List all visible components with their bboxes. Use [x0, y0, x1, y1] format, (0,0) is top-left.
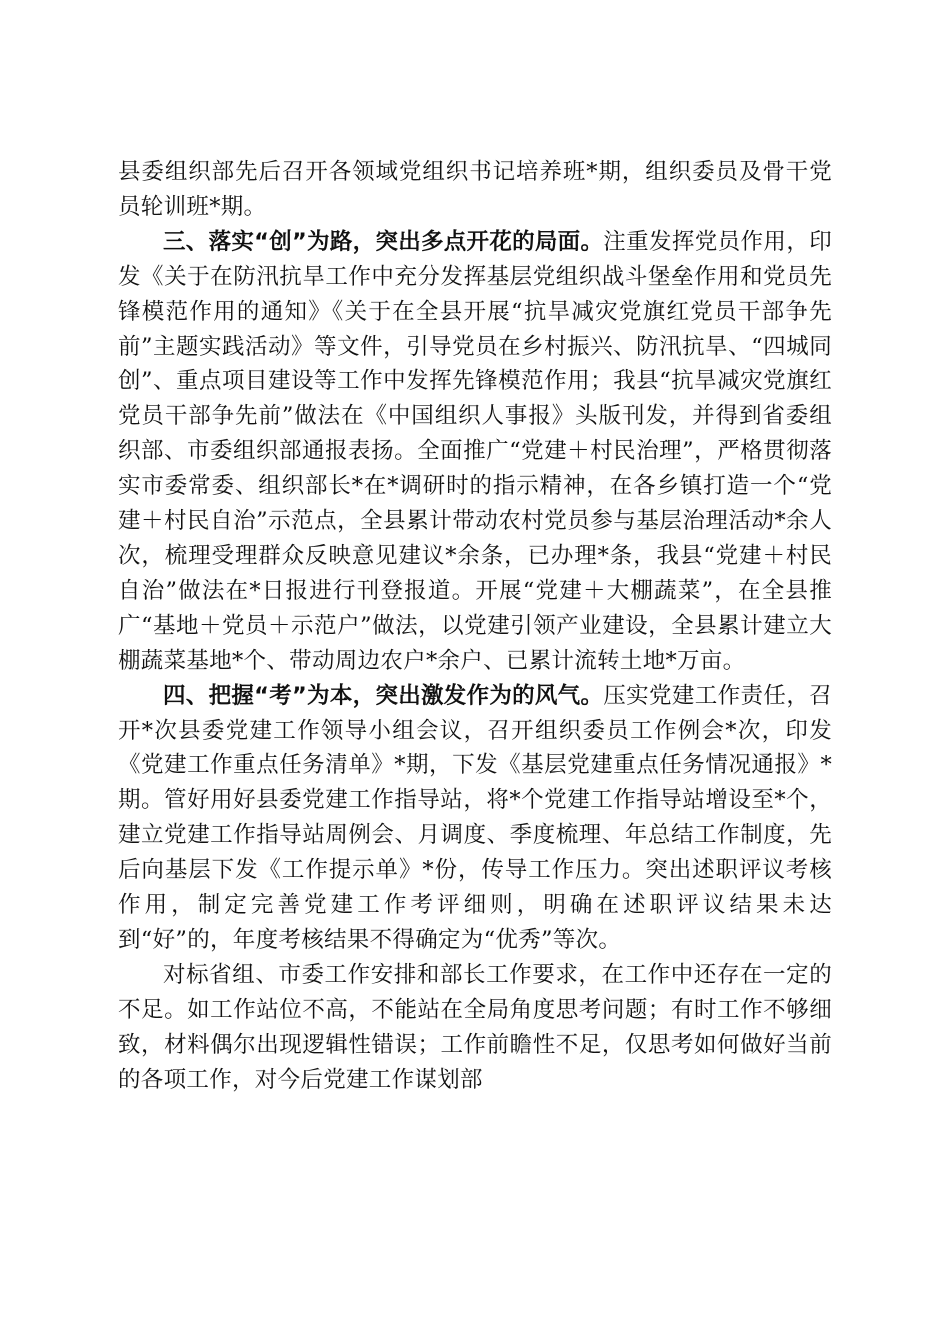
paragraph-section-three — [118, 225, 832, 679]
paragraph-body: 对标省组、市委工作安排和部长工作要求，在工作中还存在一定的不足。如工作站位不高，不能站在全局角度思考问题；有时工作不够细致，材料偶尔出现逻辑性错误；工作前瞻性不足，仅思考如何做好当前的各项工作，对今后党建工作谋划部 — [118, 961, 832, 1093]
paragraph-shortcomings — [118, 958, 832, 1098]
paragraph-body: 注重发挥党员作用，印发《关于在防汛抗旱工作中充分发挥基层党组织战斗堡垒作用和党员先锋模范作用的通知》《关于在全县开展“抗旱减灾党旗红党员干部争先前”主题实践活动》等文件，引导党员在乡村振兴、防汛抗旱、“四城同创”、重点项目建设等工作中发挥先锋模范作用；我县“抗旱减灾党旗红党员干部争先前”做法在《中国组织人事报》头版刊发，并得到省委组织部、市委组织部通报表扬。全面推广“党建＋村民治理”，严格贯彻落实市委常委、组织部长*在*调研时的指示精神，在各乡镇打造一个“党建＋村民自治”示范点，全县累计带动农村党员参与基层治理活动*余人次，梳理受理群众反映意见建议*余条，已办理*条，我县“党建＋村民自治”做法在*日报进行刊登报道。开展“党建＋大棚蔬菜”，在全县推广“基地＋党员＋示范户”做法，以党建引领产业建设，全县累计建立大棚蔬菜基地*个、带动周边农户*余户、已累计流转土地*万亩。 — [118, 228, 832, 674]
paragraph-body: 县委组织部先后召开各领域党组织书记培养班*期，组织委员及骨干党员轮训班*期。 — [118, 159, 832, 220]
section-heading: 三、落实“创”为路，突出多点开花的局面。 — [163, 228, 604, 255]
body-text — [118, 155, 832, 1097]
paragraph-body: 压实党建工作责任，召开*次县委党建工作领导小组会议，召开组织委员工作例会*次，印发《党建工作重点任务清单》*期，下发《基层党建重点任务情况通报》*期。管好用好县委党建工作指导站，将*个党建工作指导站增设至*个，建立党建工作指导站周例会、月调度、季度梳理、年总结工作制度，先后向基层下发《工作提示单》*份，传导工作压力。突出述职评议考核作用，制定完善党建工作考评细则，明确在述职评议结果未达到“好”的，年度考核结果不得确定为“优秀”等次。 — [118, 682, 832, 953]
paragraph-section-four — [118, 679, 832, 958]
section-heading: 四、把握“考”为本，突出激发作为的风气。 — [163, 682, 604, 709]
paragraph-continuation — [118, 155, 832, 225]
